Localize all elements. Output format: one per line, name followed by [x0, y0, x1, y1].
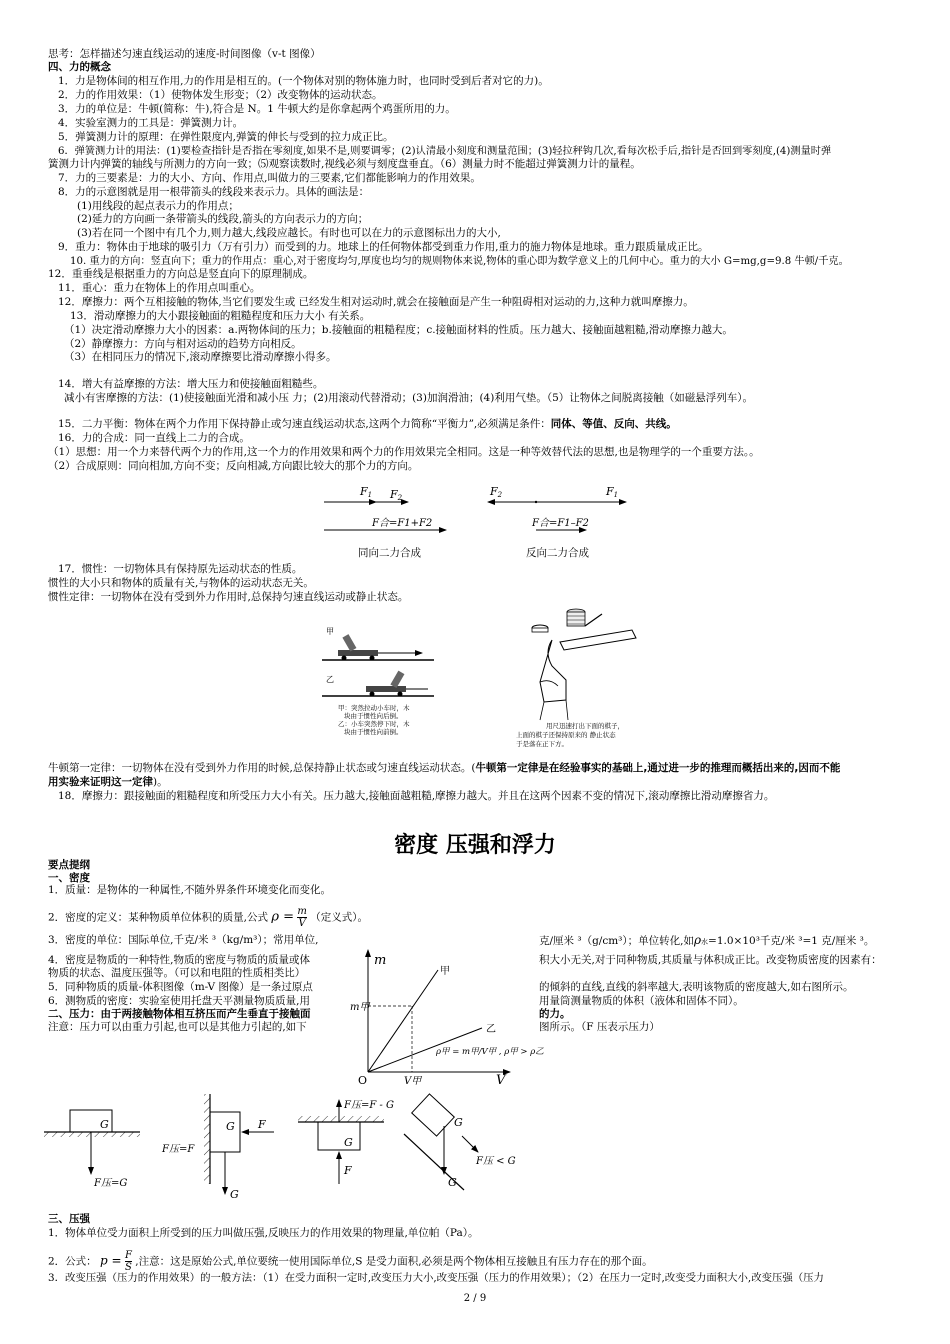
fig4-label: F压 < G: [476, 1156, 516, 1167]
force-item-16-1: （1）思想：用一个力来替代两个力的作用,这一个力的作用效果和两个力的作用效果完全相同。这是一种等效替代法的思想,也是物理学的一个重要方法。。: [48, 446, 760, 458]
fig3-label: F压=F - G: [344, 1100, 394, 1111]
cart-caption-4: 块由于惯性向前倒。: [344, 728, 403, 736]
ruler-caption-3: 于是落在正下方。: [516, 740, 568, 748]
pressure-numerator-f: F: [124, 1250, 132, 1261]
force-item-16-2: （2）合成原则：同向相加,方向不变；反向相减,方向跟比较大的那个力的方向。: [48, 460, 419, 472]
rho-water-symbol: ρ: [693, 933, 702, 947]
density-line-3a: 3．密度的单位：国际单位,千克/米 ³（kg/m³）；常用单位,: [48, 934, 319, 946]
label-f2-opp: F: [490, 485, 498, 498]
force-item-15-text: 15．二力平衡：物体在两个力作用下保持静止或匀速直线运动状态,这两个力简称“平衡力”,必须满足条件：: [58, 418, 551, 430]
cart-caption-2: 块由于惯性向后倒。: [344, 712, 403, 720]
density-line-6b: 用量筒测量物质的体积（液体和固体不同）。: [539, 995, 744, 1007]
density-line-4c: 物质的状态、温度压强等。（可以和电阻的性质相类比）: [48, 967, 306, 979]
pressure-heading: 三、压强: [48, 1213, 90, 1225]
force-item-11: 11．重心：重力在物体上的作用点叫重心。: [58, 282, 261, 294]
newton-first-law-text: 牛顿第一定律：一切物体在没有受到外力作用的时候,总保持静止状态或匀速直线运动状态。(: [48, 762, 476, 774]
inertia-line-2: 惯性的大小只和物体的质量有关,与物体的运动状态无关。: [48, 577, 314, 589]
density-title: 密度 压强和浮力: [394, 833, 556, 858]
line-yi: 乙: [486, 1024, 496, 1035]
outline-heading: 要点提纲: [48, 859, 90, 871]
force-item-2: 2．力的作用效果：（1）使物体发生形变；（2）改变物体的运动状态。: [58, 89, 383, 101]
force-item-13-3: （3）在相同压力的情况下,滚动摩擦要比滑动摩擦小得多。: [64, 351, 337, 363]
pressure-force-heading: 二、压力：由于两接触物体相互挤压而产生垂直于接触面: [48, 1008, 311, 1020]
cart-inertia-figure: [322, 620, 442, 740]
fig2-g-arrow: G: [230, 1188, 239, 1201]
density-line-4a: 4．密度是物质的一种特性,物质的密度与物质的质量或体: [48, 954, 311, 966]
force-item-8-2: (2)延力的方向画一条带箭头的线段,箭头的方向表示力的方向；: [77, 213, 369, 225]
density-unit-conversion-value: =1.0×10³千克/米 ³=1 克/厘米 ³。: [708, 935, 875, 947]
m-jia-label: m甲: [350, 1002, 370, 1013]
formula-numerator-m: m: [297, 906, 307, 917]
cart-caption-1: 甲：突然拉动小车时，木: [338, 704, 410, 712]
label-f1-opp-sub: 1: [613, 491, 619, 499]
force-item-3: 3．力的单位是：牛顿(简称：牛),符合是 N。1 牛顿大约是你拿起两个鸡蛋所用的力。: [58, 103, 456, 115]
force-item-14b: 减小有害摩擦的方法：(1)使接触面光滑和减小压 力；(2)用滚动代替滑动；(3)加润滑油；(4)利用气垫。（5）让物体之间脱离接触（如磁悬浮列车）。: [64, 392, 754, 404]
axis-m: m: [374, 953, 387, 968]
force-item-6b: 簧测力计内弹簧的轴线与所测力的方向一致；⑸观察读数时,视线必须与刻度盘垂直。（6）测量力时不能超过弹簧测力计的量程。: [48, 158, 641, 170]
fig3-g: G: [344, 1136, 353, 1149]
force-item-8: 8．力的示意图就是用一根带箭头的线段来表示力。具体的画法是：: [58, 186, 370, 198]
page-number: 2 / 9: [463, 1293, 487, 1304]
label-f2-sub: 2: [397, 494, 403, 502]
density-line-1: 1．质量：是物体的一种属性,不随外界条件环境变化而变化。: [48, 884, 332, 896]
label-sum: F合=F1+F2: [372, 518, 433, 529]
fig1-label: F压=G: [94, 1178, 128, 1189]
label-f2: F: [390, 488, 398, 501]
newton-first-law-line-2: [48, 776, 168, 789]
density-line-2a: 2．密度的定义：某种物质单位体积的质量,公式: [48, 911, 269, 924]
pressure-line-2: [48, 1250, 653, 1273]
density-line-5a: 5．同种物质的质量-体积图像（m-V 图像）是一条过原点: [48, 981, 313, 993]
cart-label-yi: 乙: [326, 675, 334, 684]
label-f1-sub: 1: [367, 491, 373, 499]
pressure-note-a: 注意：压力可以由重力引起,也可以是其他力引起的,如下: [48, 1021, 307, 1033]
density-unit-conversion: 克/厘米 ³（g/cm³）；单位转化,如: [539, 935, 694, 947]
pressure-force-heading-tail: 的力。: [539, 1008, 571, 1020]
ruler-caption-2: 上面的棋子还保持原来的 静止状态: [516, 731, 616, 739]
section-heading-force: 四、力的概念: [48, 61, 111, 73]
label-f1: F: [360, 485, 368, 498]
force-item-8-1: (1)用线段的起点表示力的作用点；: [77, 200, 239, 212]
label-diff: F合=F1–F2: [532, 518, 589, 529]
svg-text:F2: [389, 488, 403, 502]
force-item-12b: 12．摩擦力：两个互相接触的物体,当它们要发生或 已经发生相对运动时,就会在接触面是产生一种阻碍相对运动的力,这种力就叫摩擦力。: [58, 296, 694, 308]
cart-caption-3: 乙：小车突然停下时，木: [338, 720, 410, 728]
force-item-1: 1．力是物体间的相互作用,力的作用是相互的。(一个物体对别的物体施力时，也同时受到后者对它的力)。: [58, 75, 549, 87]
force-item-8-3: (3)若在同一个图中有几个力,则力越大,线段应越长。有时也可以在力的示意图标出力的大小,: [77, 227, 501, 239]
density-line-3b: [539, 934, 874, 949]
formula-denominator-v: V: [298, 918, 306, 929]
density-heading: 一、密度: [48, 872, 90, 884]
force-item-4: 4．实验室测力的工具是：弹簧测力计。: [58, 117, 244, 129]
pressure-denominator-s: S: [124, 1262, 132, 1273]
rho-symbol: ρ =: [271, 909, 295, 925]
pressure-line-2a: 2．公式：: [48, 1255, 97, 1268]
line-jia: 甲: [440, 966, 450, 977]
force-item-15-conditions: 同体、等值、反向、共线。: [550, 418, 677, 430]
origin-o: O: [358, 1074, 368, 1087]
fig3-f: F: [344, 1164, 352, 1177]
density-line-6a: 6．测物质的密度：实验室使用托盘天平测量物质质量,用: [48, 995, 311, 1007]
rho-relation: ρ甲 = m甲/V甲 , ρ甲 > ρ乙: [436, 1047, 544, 1057]
pressure-line-3: 3．改变压强（压力的作用效果）的一般方法：（1）在受力面积一定时,改变压力大小,改变压强（压力的作用效果）；（2）在压力一定时,改变受力面积大小,改变压强（压力: [48, 1272, 824, 1284]
density-line-5b: 的倾斜的直线,直线的斜率越大,表明该物质的密度越大,如右图所示。: [539, 981, 854, 993]
force-item-18: 18．摩擦力：跟接触面的粗糙程度和所受压力大小有关。压力越大,接触面越粗糙,摩擦力越大。并且在这两个因素不变的情况下,滚动摩擦比滑动摩擦省力。: [58, 790, 775, 802]
svg-text:F1: [605, 485, 618, 499]
rho-water-sub: 水: [701, 938, 709, 946]
force-item-16: 16．力的合成：同一直线上二力的合成。: [58, 432, 250, 444]
caption-opposite-direction: 反向二力合成: [526, 547, 589, 559]
density-line-4b: 积大小无关,对于同种物质,其质量与体积成正比。改变物质密度的因素有：: [539, 954, 882, 966]
force-item-9: 9．重力：物体由于地球的吸引力（万有引力）而受到的力。地球上的任何物体都受到重力作用,重力的施力物体是地球。重力跟质量成正比。: [58, 241, 709, 253]
force-item-7: 7．力的三要素是：力的大小、方向、作用点,叫做力的三要素,它们都能影响力的作用效果。: [58, 172, 481, 184]
think-line: 思考：怎样描述匀速直线运动的速度-时间图像（v-t 图像）: [48, 48, 321, 60]
force-composition-figure: [310, 480, 640, 562]
force-item-6a: 6．弹簧测力计的用法：(1)要检查指针是否指在零刻度,如果不是,则要调零；(2)认清最小刻度和测量范围；(3)轻拉秤钩几次,看每次松手后,指针是否回到零刻度,(4)测量时弹: [58, 146, 832, 157]
fig4-g: G: [454, 1116, 463, 1129]
pressure-line-2b: ,注意：这是原始公式,单位要统一使用国际单位,S 是受力面积,必须是两个物体相互接触且有压力存在的那个面。: [135, 1255, 653, 1268]
v-jia-label: V甲: [404, 1076, 422, 1087]
inertia-line-1: 17．惯性：一切物体具有保持原先运动状态的性质。: [58, 563, 303, 575]
newton-first-law-tail: )。: [153, 776, 168, 788]
ruler-inertia-figure: [510, 600, 640, 750]
newton-first-law-line-1: [48, 762, 840, 775]
density-formula-fraction: [297, 906, 306, 929]
newton-first-law-bold-a: 牛顿第一定律是在经验事实的基础上,通过进一步的推理而概括出来的,因而不能: [475, 762, 841, 774]
pressure-formula-fraction: [125, 1250, 132, 1273]
pressure-p-symbol: p =: [100, 1253, 122, 1268]
svg-text:F2: [489, 485, 503, 499]
fig1-g: G: [100, 1118, 109, 1131]
density-line-2b: （定义式）。: [310, 911, 368, 924]
force-item-12a: 12．重垂线是根据重力的方向总是竖直向下的原理制成。: [48, 268, 314, 280]
force-item-13: 13．滑动摩擦力的大小跟接触面的粗糙程度和压力大小 有关系。: [70, 310, 371, 322]
label-f1-opp: F: [606, 485, 614, 498]
force-item-15: [58, 418, 677, 431]
ruler-caption-1: 用尺迅速打出下面的棋子，: [546, 722, 624, 730]
density-line-2: [48, 906, 368, 929]
newton-first-law-bold-b: 用实验来证明这一定律: [48, 776, 153, 788]
force-item-14a: 14．增大有益摩擦的方法：增大压力和使接触面粗糙些。: [58, 378, 324, 390]
inertia-line-3: 惯性定律：一切物体在没有受到外力作用时,总保持匀速直线运动或静止状态。: [48, 591, 409, 603]
force-item-5: 5．弹簧测力计的原理：在弹性限度内,弹簧的伸长与受到的拉力成正比。: [58, 131, 394, 143]
cart-label-jia: 甲: [326, 627, 334, 636]
pressure-note-b: 图所示。（F 压表示压力）: [539, 1021, 660, 1033]
force-item-13-2: （2）静摩擦力：方向与相对运动的趋势方向相反。: [64, 338, 302, 350]
fig4-g-arrow: G: [448, 1176, 457, 1189]
pressure-line-1: 1．物体单位受力面积上所受到的压力叫做压强,反映压力的作用效果的物理量,单位帕（Pa）。: [48, 1227, 479, 1239]
label-f2-opp-sub: 2: [497, 491, 503, 499]
fig2-f: F: [258, 1118, 266, 1131]
force-item-10: 10. 重力的方向：竖直向下；重力的作用点：重心,对于密度均匀,厚度也均匀的规则物体来说,物体的重心即为数学意义上的几何中心。重力的大小 G=mg,g=9.8 牛顿/千克。: [70, 256, 849, 267]
caption-same-direction: 同向二力合成: [358, 547, 421, 559]
pressure-examples-figure: [44, 1094, 516, 1202]
fig2-label: F压=F: [162, 1144, 195, 1155]
svg-text:F1: [359, 485, 372, 499]
fig2-g: G: [226, 1120, 235, 1133]
force-item-13-1: （1）决定滑动摩擦力大小的因素：a.两物体间的压力；b.接触面的粗糙程度；c.接触面材料的性质。压力越大、接触面越粗糙,滑动摩擦力越大。: [64, 324, 733, 336]
axis-v: V: [496, 1073, 506, 1088]
mass-volume-graph: [340, 944, 544, 1090]
